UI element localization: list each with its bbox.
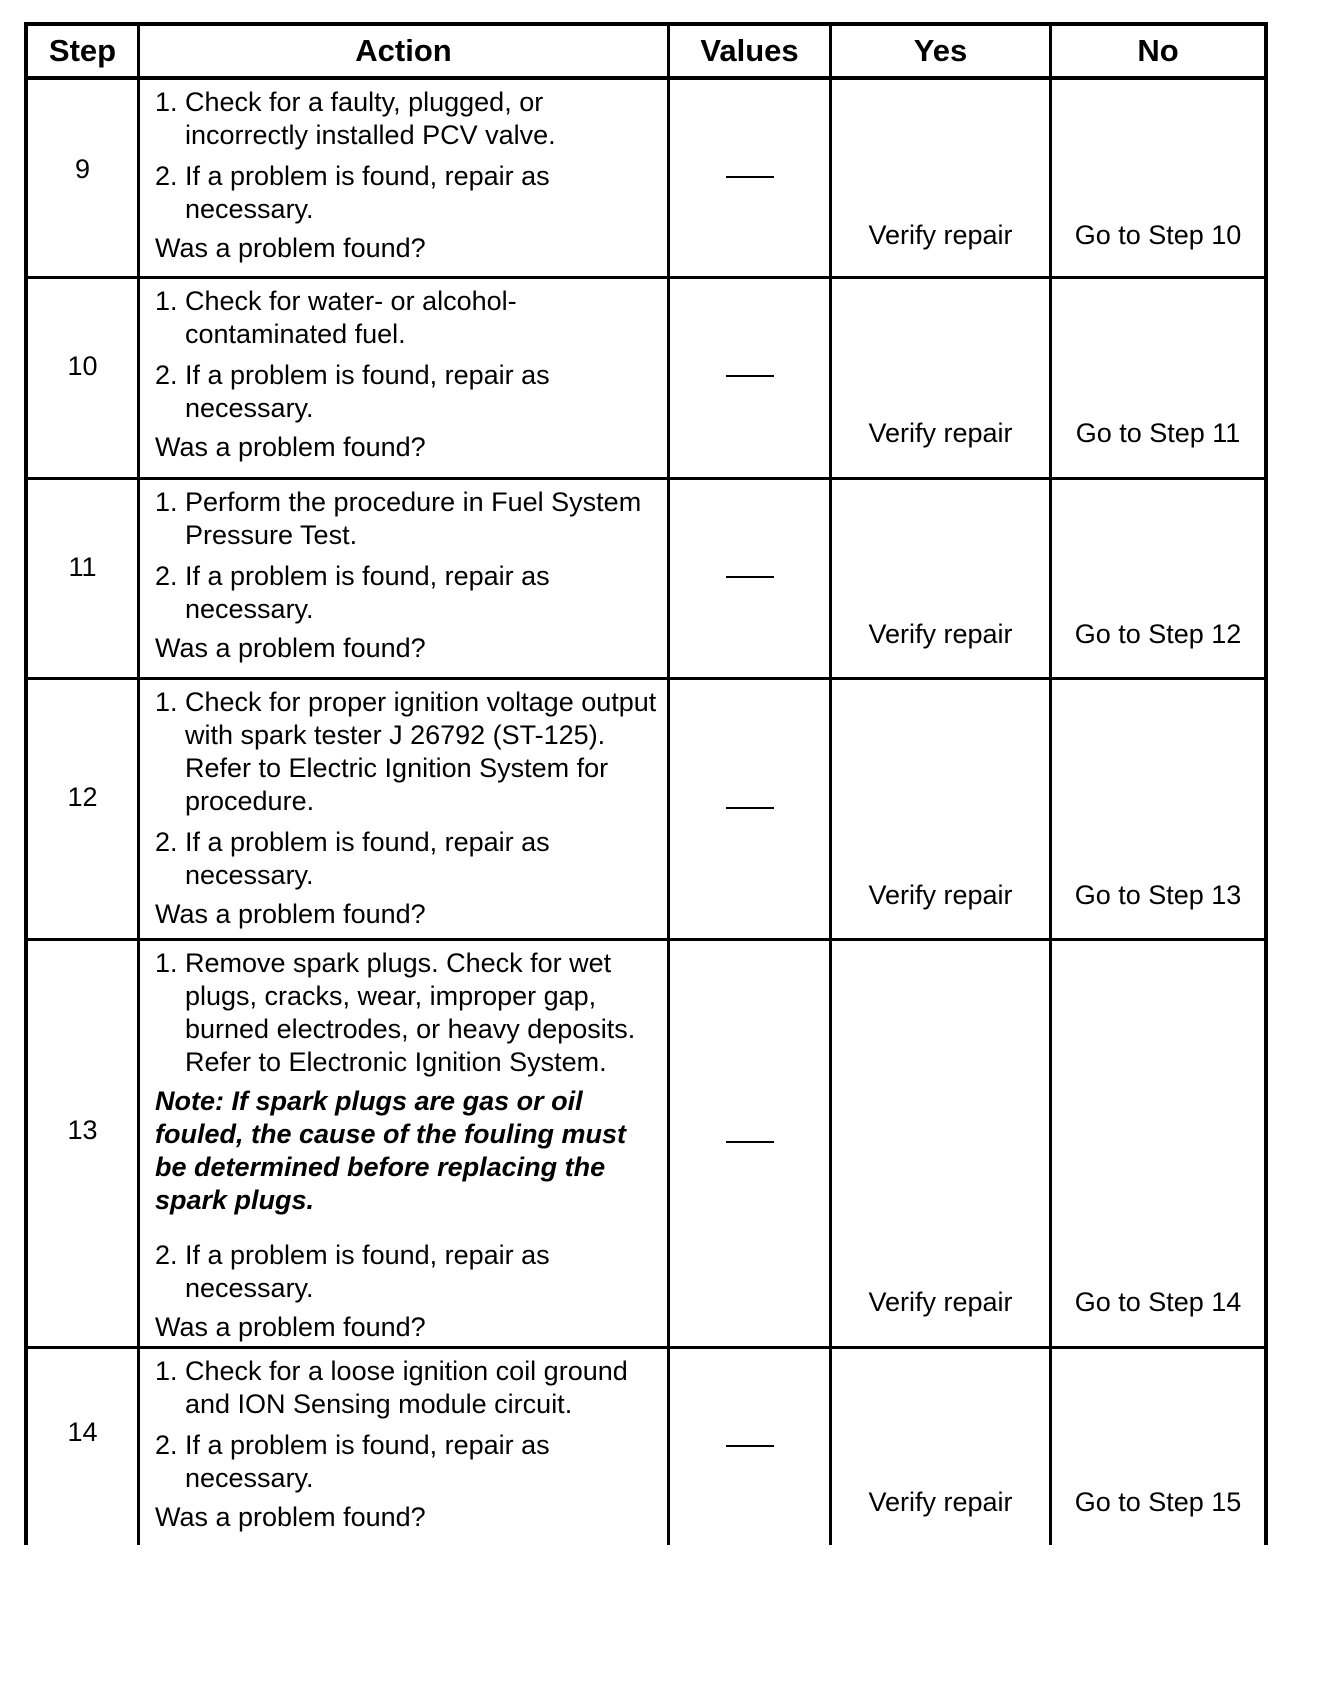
no-result: Go to Step 13 bbox=[1074, 880, 1242, 910]
step-number: 11 bbox=[68, 552, 97, 582]
table-row bbox=[24, 1346, 1268, 1545]
step-number: 12 bbox=[67, 782, 98, 812]
yes-cell bbox=[832, 279, 1052, 477]
values-cell bbox=[670, 1349, 832, 1545]
step-cell bbox=[28, 480, 140, 677]
header-action: Action bbox=[140, 26, 670, 76]
action-item: 2. If a problem is found, repair as necessary. bbox=[155, 1430, 550, 1493]
step-cell bbox=[28, 80, 140, 276]
yes-cell bbox=[832, 480, 1052, 677]
action-question: Was a problem found? bbox=[155, 432, 426, 462]
action-item: 1. Perform the procedure in Fuel System Pressure Test. bbox=[155, 487, 642, 550]
step-cell bbox=[28, 279, 140, 477]
action-cell bbox=[140, 941, 670, 1346]
yes-cell bbox=[832, 80, 1052, 276]
step-cell bbox=[28, 941, 140, 1346]
no-cell bbox=[1052, 680, 1264, 938]
header-step: Step bbox=[28, 26, 140, 76]
step-number: 14 bbox=[67, 1417, 98, 1447]
no-cell bbox=[1052, 480, 1264, 677]
no-result: Go to Step 12 bbox=[1074, 619, 1242, 649]
yes-result: Verify repair bbox=[868, 880, 1013, 910]
action-cell bbox=[140, 480, 670, 677]
table-header-row bbox=[24, 22, 1268, 76]
table-row bbox=[24, 938, 1268, 1346]
value-dash bbox=[726, 176, 774, 178]
action-item: 2. If a problem is found, repair as necessary. bbox=[155, 161, 550, 224]
header-values: Values bbox=[670, 26, 832, 76]
action-item: 2. If a problem is found, repair as necessary. bbox=[155, 360, 550, 423]
no-cell bbox=[1052, 80, 1264, 276]
action-question: Was a problem found? bbox=[155, 1312, 426, 1342]
yes-result: Verify repair bbox=[868, 220, 1013, 250]
action-cell bbox=[140, 279, 670, 477]
value-dash bbox=[726, 576, 774, 578]
diagnostic-table bbox=[24, 22, 1268, 1545]
no-cell bbox=[1052, 941, 1264, 1346]
action-question: Was a problem found? bbox=[155, 633, 426, 663]
values-cell bbox=[670, 680, 832, 938]
yes-cell bbox=[832, 680, 1052, 938]
spark-plug-note: Note: If spark plugs are gas or oil fouled, the cause of the fouling must be determined before replacing the spark plugs. bbox=[155, 1086, 627, 1215]
table-row bbox=[24, 677, 1268, 938]
no-result: Go to Step 15 bbox=[1074, 1487, 1242, 1517]
step-cell bbox=[28, 680, 140, 938]
yes-result: Verify repair bbox=[868, 619, 1013, 649]
header-yes: Yes bbox=[832, 26, 1052, 76]
action-question: Was a problem found? bbox=[155, 233, 426, 263]
action-item: 2. If a problem is found, repair as necessary. bbox=[155, 561, 550, 624]
no-cell bbox=[1052, 279, 1264, 477]
values-cell bbox=[670, 80, 832, 276]
yes-result: Verify repair bbox=[868, 1287, 1013, 1317]
yes-result: Verify repair bbox=[868, 1487, 1013, 1517]
action-question: Was a problem found? bbox=[155, 899, 426, 929]
table-row bbox=[24, 477, 1268, 677]
no-result: Go to Step 14 bbox=[1074, 1287, 1242, 1317]
value-dash bbox=[726, 375, 774, 377]
step-number: 10 bbox=[67, 351, 98, 381]
yes-cell bbox=[832, 1349, 1052, 1545]
no-result: Go to Step 11 bbox=[1075, 418, 1241, 448]
header-no: No bbox=[1137, 33, 1179, 68]
action-item: 1. Remove spark plugs. Check for wet plugs, cracks, wear, improper gap, burned electrodes, or heavy deposits. Refer to Electronic Ignition System. bbox=[155, 948, 636, 1077]
action-cell bbox=[140, 680, 670, 938]
values-cell bbox=[670, 941, 832, 1346]
action-item: 2. If a problem is found, repair as necessary. bbox=[155, 1240, 550, 1303]
step-cell bbox=[28, 1349, 140, 1545]
action-item: 1. Check for proper ignition voltage output with spark tester J 26792 (ST-125). Refer to Electric Ignition System for procedure. bbox=[155, 687, 657, 816]
action-item: 1. Check for water- or alcohol-contaminated fuel. bbox=[155, 286, 517, 349]
values-cell bbox=[670, 279, 832, 477]
yes-cell bbox=[832, 941, 1052, 1346]
value-dash bbox=[726, 1141, 774, 1143]
value-dash bbox=[726, 1445, 774, 1447]
action-item: 2. If a problem is found, repair as necessary. bbox=[155, 827, 550, 890]
table-row bbox=[24, 276, 1268, 477]
step-number: 13 bbox=[67, 1115, 98, 1145]
no-cell bbox=[1052, 1349, 1264, 1545]
no-result: Go to Step 10 bbox=[1074, 220, 1242, 250]
action-cell bbox=[140, 1349, 670, 1545]
action-cell bbox=[140, 80, 670, 276]
action-item: 1. Check for a faulty, plugged, or incorrectly installed PCV valve. bbox=[155, 87, 556, 150]
table-row bbox=[24, 76, 1268, 276]
step-number: 9 bbox=[74, 154, 91, 184]
values-cell bbox=[670, 480, 832, 677]
action-question: Was a problem found? bbox=[155, 1502, 426, 1532]
yes-result: Verify repair bbox=[868, 418, 1013, 448]
value-dash bbox=[726, 807, 774, 809]
action-item: 1. Check for a loose ignition coil ground and ION Sensing module circuit. bbox=[155, 1356, 628, 1419]
